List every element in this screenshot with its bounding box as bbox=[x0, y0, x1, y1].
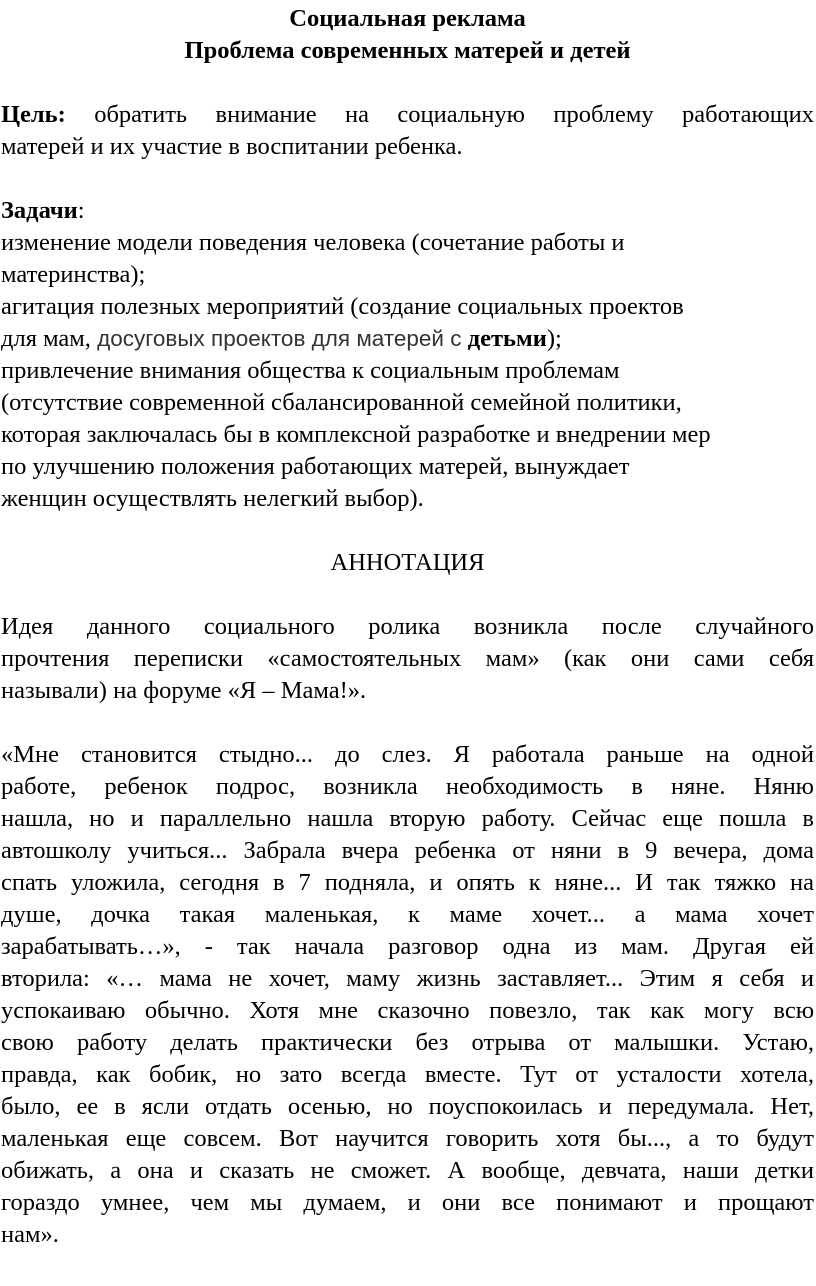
task-item-3-line: которая заключалась бы в комплексной разработке и внедрении мер bbox=[1, 421, 711, 448]
blank-line bbox=[1, 67, 814, 99]
goal-label: Цель: bbox=[1, 101, 66, 128]
quote-line: маленькая еще совсем. Вот научится говорить хотя бы..., а то будут bbox=[1, 1125, 814, 1152]
quote-line: автошколу учиться... Забрала вчера ребенка от няни в 9 вечера, дома bbox=[1, 837, 814, 864]
document-subtitle: Проблема современных матерей и детей bbox=[184, 37, 631, 64]
quote-line: гораздо умнее, чем мы думаем, и они все понимают и прощают bbox=[1, 1189, 814, 1216]
blank-line bbox=[1, 707, 814, 739]
task-item-2-line1: агитация полезных мероприятий (создание социальных проектов bbox=[1, 293, 684, 320]
intro-line: прочтения переписки «самостоятельных мам» (как они сами себя bbox=[1, 645, 814, 672]
quote-line: вторила: «… мама не хочет, маму жизнь заставляет... Этим я себя и bbox=[1, 965, 814, 992]
tasks-label: Задачи bbox=[1, 197, 78, 224]
task-item-2-line2 bbox=[1, 323, 814, 355]
goal-text-line1: обратить внимание на социальную проблему работающих bbox=[65, 101, 814, 128]
quote-line: было, ее в ясли отдать осенью, но поуспокоилась и передумала. Нет, bbox=[1, 1093, 814, 1120]
quote-line: работе, ребенок подрос, возникла необходимость в няне. Няню bbox=[1, 773, 814, 800]
task-item-2-prefix: для мам, bbox=[1, 325, 98, 352]
document-title: Социальная реклама bbox=[289, 5, 526, 32]
goal-text-line2: матерей и их участие в воспитании ребенка. bbox=[1, 133, 463, 160]
task-item-1-line1: изменение модели поведения человека (сочетание работы и bbox=[1, 229, 625, 256]
tasks-heading bbox=[1, 195, 814, 227]
task-item-2-sans-text: досуговых проектов для матерей с bbox=[97, 326, 468, 351]
quote-line: правда, как бобик, но зато всегда вместе. Тут от усталости хотела, bbox=[1, 1061, 814, 1088]
quote-line: нам». bbox=[1, 1221, 59, 1248]
quote-line: спать уложила, сегодня в 7 подняла, и опять к няне... И так тяжко на bbox=[1, 869, 814, 896]
quote-line: обижать, а она и сказать не сможет. А вообще, девчата, наши детки bbox=[1, 1157, 814, 1184]
quote-line: успокаиваю обычно. Хотя мне сказочно повезло, так как могу всю bbox=[1, 997, 814, 1024]
quote-line: свою работу делать практически без отрыва от малышки. Устаю, bbox=[1, 1029, 814, 1056]
intro-line: называли) на форуме «Я – Мама!». bbox=[1, 677, 367, 704]
task-item-3-line: женщин осуществлять нелегкий выбор). bbox=[1, 485, 424, 512]
goal-paragraph-line1 bbox=[1, 99, 814, 131]
blank-line bbox=[1, 579, 814, 611]
tasks-label-suffix: : bbox=[77, 197, 85, 224]
quote-line: нашла, но и параллельно нашла вторую работу. Сейчас еще пошла в bbox=[1, 805, 814, 832]
quote-line: зарабатывать…», - так начала разговор одна из мам. Другая ей bbox=[1, 933, 814, 960]
blank-line bbox=[1, 515, 814, 547]
task-item-1-line2: материнства); bbox=[1, 261, 146, 288]
task-item-3-line: (отсутствие современной сбалансированной семейной политики, bbox=[1, 389, 682, 416]
annotation-heading: АННОТАЦИЯ bbox=[330, 549, 485, 576]
task-item-2-end: ); bbox=[546, 325, 562, 352]
blank-line bbox=[1, 163, 814, 195]
intro-line: Идея данного социального ролика возникла после случайного bbox=[1, 613, 814, 640]
task-item-2-bold-text: детьми bbox=[467, 325, 547, 352]
task-item-3-line: по улучшению положения работающих матерей, вынуждает bbox=[1, 453, 630, 480]
quote-line: душе, дочка такая маленькая, к маме хочет... а мама хочет bbox=[1, 901, 814, 928]
task-item-3-line: привлечение внимания общества к социальным проблемам bbox=[1, 357, 620, 384]
quote-line: «Мне становится стыдно... до слез. Я работала раньше на одной bbox=[1, 741, 814, 768]
